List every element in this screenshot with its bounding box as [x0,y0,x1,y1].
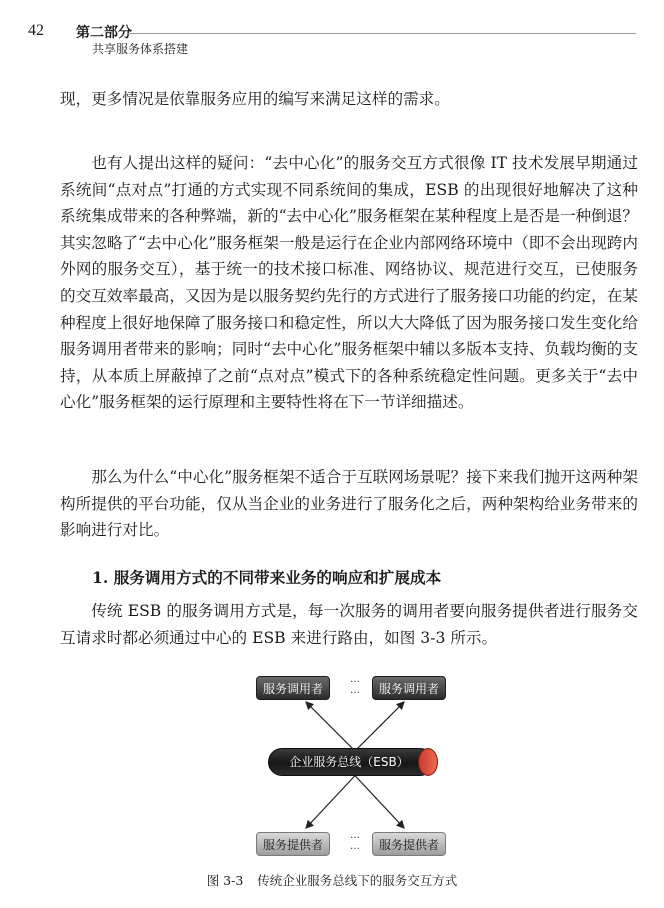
ellipsis-top [343,674,367,696]
ellipsis-bottom-line: … [350,841,360,852]
service-provider-box: 服务提供者 [256,832,330,856]
figure-number: 图 3-3 [206,873,244,888]
page-number: 42 [28,22,44,39]
esb-bus-label: 企业服务总线（ESB） [289,755,409,769]
header-rule [128,33,636,34]
figure-caption [0,871,664,889]
paragraph-esb-routing: 传统 ESB 的服务调用方式是，每一次服务的调用者要向服务提供者进行服务交互请求时都必须通过中心的 ESB 来进行路由，如图 3-3 所示。 [60,602,638,647]
ellipsis-top-line: … [350,674,360,685]
part-subtitle: 共享服务体系搭建 [92,42,189,56]
paragraph-question: 也有人提出这样的疑问：“去中心化”的服务交互方式很像 IT 技术发展早期通过系统间“点对点”打通的方式实现不同系统间的集成，ESB 的出现很好地解决了这种系统集成带来的各种弊端，新的“去中心化”服务框架在某种程度上是否是一种倒退？其实忽略了“去中心化”服务框架一般是运行在企业内部网络环境中（即不会出现跨内外网的服务交互），基于统一的技术接口标准、网络协议、规范进行交互，已使服务的交互效率最高，又因为是以服务契约先行的方式进行了服务接口功能的约定，在某种程度上很好地保障了服务接口和稳定性，所以大大降低了因为服务接口发生变化给服务调用者带来的影响；同时“去中心化”服务框架中辅以多版本支持、负载均衡的支持，从本质上屏蔽掉了之前“点对点”模式下的各种系统稳定性问题。更多关于“去中心化”服务框架的运行原理和主要特性将在下一节详细描述。 [60,154,638,412]
part-title: 第二部分 [76,25,132,41]
service-consumer-box: 服务调用者 [256,676,330,700]
paragraph-comparison: 那么为什么“中心化”服务框架不适合于互联网场景呢？接下来我们抛开这两种架构所提供的平台功能，仅从当企业的业务进行了服务化之后，两种架构给业务带来的影响进行对比。 [60,468,638,540]
section-heading: 1. 服务调用方式的不同带来业务的响应和扩展成本 [92,568,442,587]
ellipsis-bottom [343,830,367,852]
service-provider-box: 服务提供者 [372,832,446,856]
ellipsis-bottom-line: … [350,830,360,841]
figure-caption-text: 传统企业服务总线下的服务交互方式 [257,873,458,888]
service-consumer-box: 服务调用者 [372,676,446,700]
paragraph-continuation: 现，更多情况是依靠服务应用的编写来满足这样的需求。 [60,90,450,108]
esb-diagram [256,670,456,865]
ellipsis-top-line: … [350,685,360,696]
